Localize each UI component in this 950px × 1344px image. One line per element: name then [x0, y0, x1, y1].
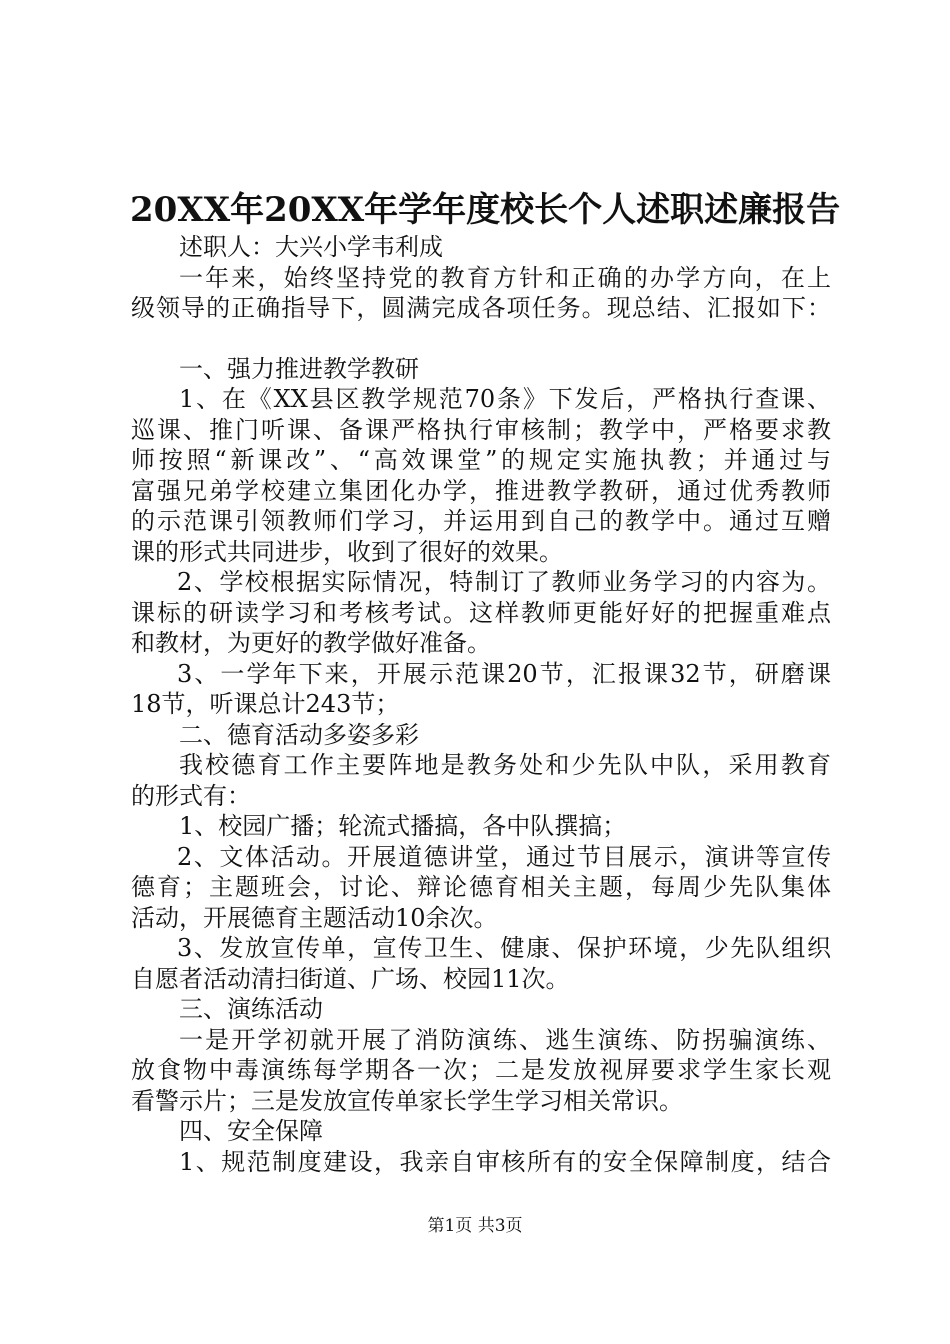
paragraph-line: 看警示片；三是发放宣传单家长学生学习相关常识。 [131, 1086, 683, 1115]
section-heading: 一、强力推进教学教研 [179, 354, 419, 383]
document-body [131, 232, 831, 1177]
paragraph-line: 一年来，始终坚持党的教育方针和正确的办学方向，在上 [179, 263, 831, 292]
paragraph-line: 课的形式共同进步，收到了很好的效果。 [131, 537, 563, 566]
paragraph-line: 自愿者活动清扫街道、广场、校园11次。 [131, 964, 570, 993]
paragraph-line: 3、发放宣传单，宣传卫生、健康、保护环境，少先队组织 [177, 934, 831, 962]
paragraph-line: 课标的研读学习和考核考试。这样教师更能好好的把握重难点 [131, 598, 831, 627]
paragraph-line: 一是开学初就开展了消防演练、逃生演练、防拐骗演练、 [179, 1025, 831, 1054]
paragraph-line: 的示范课引领教师们学习，并运用到自己的教学中。通过互赠 [131, 507, 831, 535]
paragraph-line: 1、规范制度建设，我亲自审核所有的安全保障制度，结合 [179, 1147, 831, 1176]
paragraph-line: 我校德育工作主要阵地是教务处和少先队中队，采用教育 [179, 751, 831, 779]
paragraph-line: 级领导的正确指导下，圆满完成各项任务。现总结、汇报如下： [131, 294, 831, 322]
paragraph-line: 师按照“新课改”、“高效课堂”的规定实施执教；并通过与 [131, 446, 831, 474]
paragraph-line: 2、学校根据实际情况，特制订了教师业务学习的内容为。 [177, 568, 831, 596]
paragraph-line: 18节，听课总计243节； [131, 690, 400, 718]
paragraph-line: 的形式有： [131, 781, 251, 810]
paragraph-line: 德育；主题班会，讨论、辩论德育相关主题，每周少先队集体 [131, 873, 831, 901]
section-heading: 三、演练活动 [179, 995, 323, 1023]
paragraph-line: 3、一学年下来，开展示范课20节，汇报课32节，研磨课 [177, 659, 831, 688]
paragraph-line: 1、校园广播；轮流式播搞，各中队撰搞； [179, 812, 627, 840]
paragraph-line: 和教材，为更好的教学做好准备。 [131, 629, 491, 657]
section-heading: 二、德育活动多姿多彩 [179, 720, 419, 749]
paragraph-line: 放食物中毒演练每学期各一次；二是发放视屏要求学生家长观 [131, 1056, 831, 1084]
document-title: 20XX年20XX年学年度校长个人述职述廉报告 [130, 190, 841, 230]
paragraph-line: 富强兄弟学校建立集团化办学，推进教学教研，通过优秀教师 [131, 476, 831, 505]
section-heading: 四、安全保障 [179, 1117, 323, 1145]
author-line: 述职人：大兴小学韦利成 [179, 233, 443, 261]
paragraph-gap [131, 324, 831, 354]
paragraph-line: 巡课、推门听课、备课严格执行审核制；教学中，严格要求教 [131, 415, 831, 444]
page-footer: 第1页 共3页 [427, 1216, 523, 1236]
paragraph-line: 活动，开展德育主题活动10余次。 [131, 903, 498, 932]
paragraph-line: 1、在《XX县区教学规范70条》下发后，严格执行查课、 [179, 385, 831, 413]
paragraph-line: 2、文体活动。开展道德讲堂，通过节目展示，演讲等宣传 [177, 842, 831, 871]
